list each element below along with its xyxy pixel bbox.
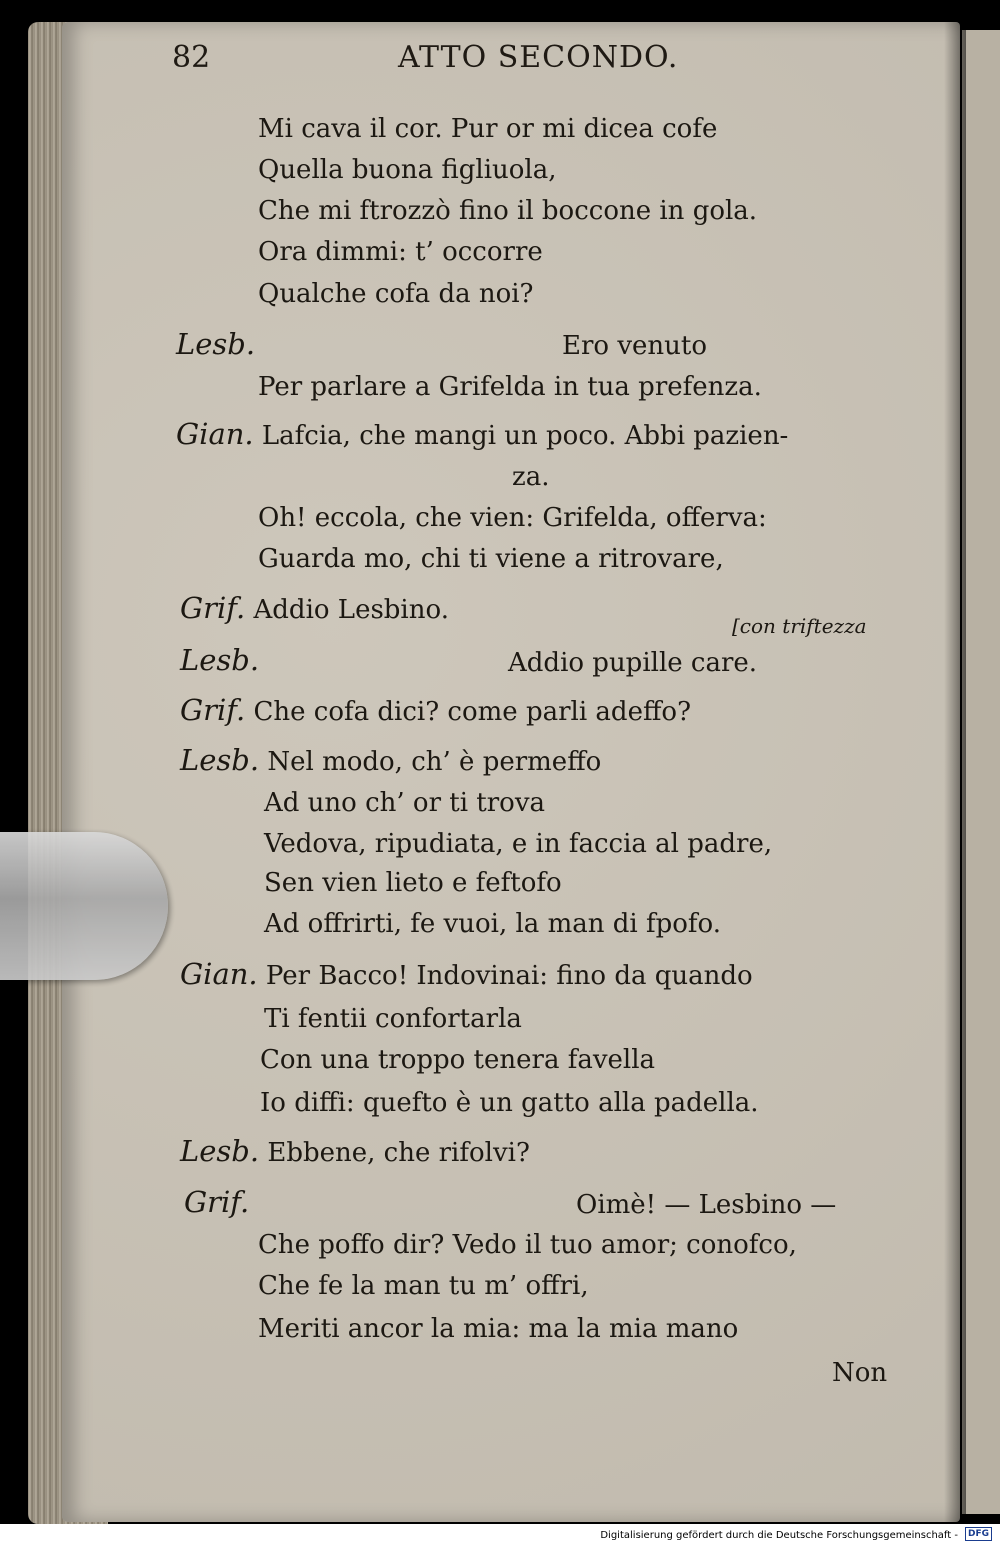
page-clip: [0, 832, 168, 980]
speaker-line: [176, 327, 256, 361]
speaker-label: Grif.: [180, 591, 246, 625]
text-line: za.: [512, 462, 550, 492]
text-line: Guarda mo, chi ti viene a ritrovare,: [258, 544, 724, 574]
text-line: Sen vien lieto e feftofo: [264, 868, 562, 898]
speaker-line: Gian. Lafcia, che mangi un poco. Abbi pazien-: [176, 417, 789, 451]
speaker-label: Lesb.: [180, 1134, 260, 1168]
speaker-line: Gian. Per Bacco! Indovinai: fino da quando: [180, 957, 753, 991]
text-line: Che mi ftrozzò fino il boccone in gola.: [258, 196, 758, 226]
speaker-label: Grif.: [180, 693, 246, 727]
speaker-line: Lesb. Nel modo, ch’ è permeffo: [180, 743, 602, 777]
catchword: Non: [832, 1358, 888, 1388]
speaker-label: Lesb.: [180, 643, 260, 677]
text-line: Quella buona figliuola,: [258, 155, 557, 185]
speaker-line: Grif. Addio Lesbino.: [180, 591, 449, 625]
text-line: Mi cava il cor. Pur or mi dicea cofe: [258, 114, 718, 144]
running-title: ATTO SECONDO.: [398, 40, 679, 75]
text-line: Con una troppo tenera favella: [260, 1045, 656, 1075]
text-line: Ero venuto: [562, 331, 707, 361]
footer-credit: Digitalisierung gefördert durch die Deutsche Forschungsgemeinschaft -: [600, 1530, 958, 1541]
speaker-label: Lesb.: [180, 743, 260, 777]
speaker-line: [184, 1185, 250, 1219]
text-line: Oh! eccola, che vien: Grifelda, offerva:: [258, 503, 767, 533]
speaker-line: [180, 643, 260, 677]
speaker-line: Grif. Che cofa dici? come parli adeffo?: [180, 693, 692, 727]
text-line: Ad offrirti, fe vuoi, la man di fpofo.: [264, 909, 721, 939]
speaker-label: Grif.: [184, 1185, 250, 1219]
text-line: Io diffi: quefto è un gatto alla padella.: [260, 1088, 759, 1118]
text-line: Vedova, ripudiata, e in faccia al padre,: [264, 829, 773, 859]
text-line: Ora dimmi: t’ occorre: [258, 237, 543, 267]
text-line: Che fe la man tu m’ offri,: [258, 1271, 589, 1301]
text-line: Ti fentii confortarla: [264, 1004, 522, 1034]
page-number: 82: [172, 40, 211, 75]
text-line: Qualche cofa da noi?: [258, 279, 534, 309]
text-line: Ad uno ch’ or ti trova: [264, 788, 546, 818]
facing-page-edge: [962, 30, 1000, 1514]
speaker-line: Lesb. Ebbene, che rifolvi?: [180, 1134, 530, 1168]
spine-shadow: [944, 22, 966, 1522]
speaker-label: Gian.: [180, 957, 258, 991]
speaker-label: Gian.: [176, 417, 254, 451]
text-line: Oimè! — Lesbino —: [576, 1190, 837, 1220]
dfg-logo: DFG: [965, 1527, 992, 1541]
speaker-label: Lesb.: [176, 327, 256, 361]
footer-bar: [0, 1524, 1000, 1544]
text-line: Addio pupille care.: [508, 648, 758, 678]
stage-direction: [con triftezza: [732, 614, 867, 638]
text-line: Che poffo dir? Vedo il tuo amor; conofco,: [258, 1230, 797, 1260]
text-line: Meriti ancor la mia: ma la mia mano: [258, 1314, 739, 1344]
text-line: Per parlare a Grifelda in tua prefenza.: [258, 372, 762, 402]
